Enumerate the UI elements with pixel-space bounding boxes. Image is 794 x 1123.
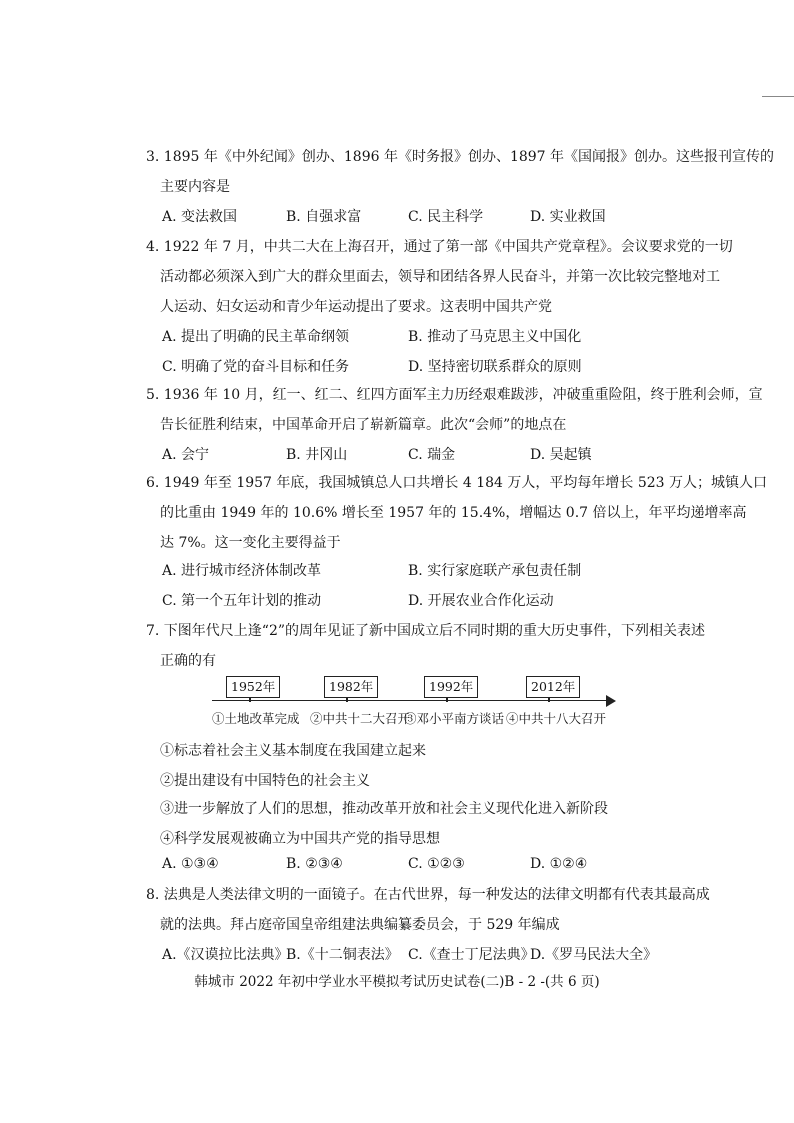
q8-option-d[interactable]: D.《罗马民法大全》 <box>530 947 658 963</box>
q7-option-b[interactable]: B. ②③④ <box>286 856 343 872</box>
q6-option-b[interactable]: B. 实行家庭联产承包责任制 <box>408 563 582 579</box>
q8-option-c[interactable]: C.《查士丁尼法典》 <box>408 947 535 963</box>
q8-option-b[interactable]: B.《十二铜表法》 <box>286 947 399 963</box>
timeline-tick-1982 <box>346 698 348 702</box>
q6-stem-line1: 6. 1949 年至 1957 年底，我国城镇总人口共增长 4 184 万人，平均每年增长 523 万人；城镇人口 <box>146 475 768 491</box>
q6-option-a[interactable]: A. 进行城市经济体制改革 <box>162 563 322 579</box>
q7-stem-line2: 正确的有 <box>160 653 216 669</box>
q3-option-d[interactable]: D. 实业救国 <box>530 209 606 225</box>
scan-edge-line <box>762 96 794 97</box>
timeline-year-1982: 1982年 <box>324 676 378 698</box>
q6-stem-line2: 的比重由 1949 年的 10.6% 增长至 1957 年的 15.4%，增幅达 0.7 倍以上，年平均递增率高 <box>160 505 747 521</box>
q7-statement-1: ①标志着社会主义基本制度在我国建立起来 <box>160 743 426 759</box>
q7-option-a[interactable]: A. ①③④ <box>162 856 219 872</box>
timeline-event-1982: ②中共十二大召开 <box>310 711 411 726</box>
q5-options <box>162 444 682 464</box>
q7-stem-line1: 7. 下图年代尺上逢“2”的周年见证了新中国成立后不同时期的重大历史事件，下列相关表述 <box>146 623 706 639</box>
timeline-diagram <box>212 676 616 732</box>
q6-option-c[interactable]: C. 第一个五年计划的推动 <box>162 593 322 609</box>
q4-stem-line2: 活动都必须深入到广大的群众里面去，领导和团结各界人民奋斗，并第一次比较完整地对工 <box>160 269 720 285</box>
timeline-tick-2012 <box>548 698 550 702</box>
timeline-event-1992: ③邓小平南方谈话 <box>404 711 505 726</box>
q3-option-c[interactable]: C. 民主科学 <box>408 209 484 225</box>
q5-option-d[interactable]: D. 吴起镇 <box>530 447 592 463</box>
q3-stem-line2: 主要内容是 <box>160 179 230 195</box>
q6-options-row1 <box>162 560 682 580</box>
q4-options-row2 <box>162 356 682 376</box>
timeline-event-1952: ①土地改革完成 <box>212 711 300 726</box>
q5-option-c[interactable]: C. 瑞金 <box>408 447 456 463</box>
q8-stem-line1: 8. 法典是人类法律文明的一面镜子。在古代世界，每一种发达的法律文明都有代表其最高成 <box>146 887 710 903</box>
q4-option-b[interactable]: B. 推动了马克思主义中国化 <box>408 329 582 345</box>
q4-options-row1 <box>162 326 682 346</box>
q5-option-b[interactable]: B. 井冈山 <box>286 447 348 463</box>
timeline-year-2012: 2012年 <box>526 676 580 698</box>
q4-option-a[interactable]: A. 提出了明确的民主革命纲领 <box>162 329 350 345</box>
timeline-arrow-icon <box>606 695 616 707</box>
q3-stem-line1: 3. 1895 年《中外纪闻》创办、1896 年《时务报》创办、1897 年《国闻报》创办。这些报刊宣传的 <box>146 149 775 165</box>
timeline-event-2012: ④中共十八大召开 <box>506 711 607 726</box>
q7-option-c[interactable]: C. ①②③ <box>408 856 465 872</box>
q4-stem-line3: 人运动、妇女运动和青少年运动提出了要求。这表明中国共产党 <box>160 299 552 315</box>
timeline-tick-1952 <box>249 698 251 702</box>
q3-option-b[interactable]: B. 自强求富 <box>286 209 362 225</box>
q6-options-row2 <box>162 590 682 610</box>
q3-options <box>162 206 682 226</box>
q7-statement-4: ④科学发展观被确立为中国共产党的指导思想 <box>160 831 440 847</box>
q5-stem-line2: 告长征胜利结束，中国革命开启了崭新篇章。此次“会师”的地点在 <box>160 417 567 433</box>
page-footer: 韩城市 2022 年初中学业水平模拟考试历史试卷(二)B - 2 -(共 6 页) <box>194 974 600 990</box>
q7-options <box>162 856 682 876</box>
q8-stem-line2: 就的法典。拜占庭帝国皇帝组建法典编纂委员会，于 529 年编成 <box>160 917 560 933</box>
q4-option-c[interactable]: C. 明确了党的奋斗目标和任务 <box>162 359 350 375</box>
q6-option-d[interactable]: D. 开展农业合作化运动 <box>408 593 554 609</box>
q5-stem-line1: 5. 1936 年 10 月，红一、红二、红四方面军主力历经艰难跋涉，冲破重重险阻，终于胜利会师，宣 <box>146 387 763 403</box>
q8-option-a[interactable]: A.《汉谟拉比法典》 <box>162 947 289 963</box>
timeline-year-1952: 1952年 <box>226 676 280 698</box>
q3-option-a[interactable]: A. 变法救国 <box>162 209 238 225</box>
q7-option-d[interactable]: D. ①②④ <box>530 856 588 872</box>
q7-statement-3: ③进一步解放了人们的思想，推动改革开放和社会主义现代化进入新阶段 <box>160 801 608 817</box>
q7-statement-2: ②提出建设有中国特色的社会主义 <box>160 773 370 789</box>
q4-option-d[interactable]: D. 坚持密切联系群众的原则 <box>408 359 582 375</box>
q6-stem-line3: 达 7%。这一变化主要得益于 <box>160 535 341 551</box>
q8-options <box>162 944 682 964</box>
timeline-tick-1992 <box>446 698 448 702</box>
q4-stem-line1: 4. 1922 年 7 月，中共二大在上海召开，通过了第一部《中国共产党章程》。会议要求党的一切 <box>146 239 733 255</box>
timeline-year-1992: 1992年 <box>424 676 478 698</box>
q5-option-a[interactable]: A. 会宁 <box>162 447 210 463</box>
